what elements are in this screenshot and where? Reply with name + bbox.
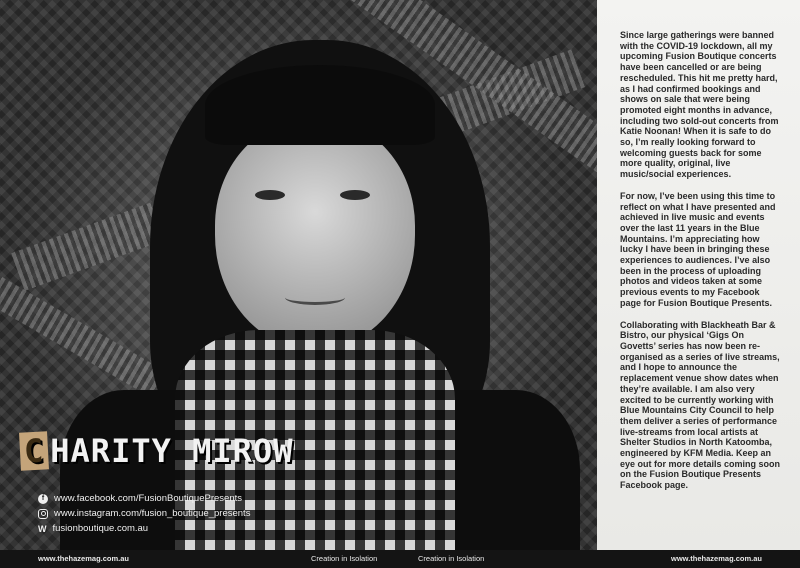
name-initial: C: [19, 431, 49, 470]
article-paragraph: For now, I’ve been using this time to reflect on what I have presented and achieved in live music and events over the last 11 years in the Blue Mountains. I’m appreciating how lucky I have been in bringing these experiences to audiences. I’ve also been in the process of uploading photos and videos taken at some previous events to my Facebook page for Fusion Boutique Presents.: [620, 190, 776, 308]
feature-name: [20, 432, 293, 470]
mouth: [285, 290, 345, 305]
footer-section-left: Creation in Isolation: [311, 554, 378, 563]
name-rest: HARITY MIROW: [50, 432, 294, 470]
page-footer: [0, 550, 800, 568]
face: [215, 120, 415, 350]
footer-section-right: Creation in Isolation: [418, 554, 485, 563]
eye: [255, 190, 285, 200]
fringe: [205, 65, 435, 145]
instagram-icon: [38, 509, 48, 519]
eye: [340, 190, 370, 200]
website-link[interactable]: [38, 522, 250, 535]
facebook-link[interactable]: [38, 492, 250, 505]
website-icon: W: [38, 523, 47, 534]
facebook-url: www.facebook.com/FusionBoutiquePresents: [54, 493, 242, 504]
article-paragraph: Since large gatherings were banned with the COVID-19 lockdown, all my upcoming Fusion Boutique concerts have been cancelled or are being rescheduled. This hit me pretty hard, as I had confirmed bookings and shows on sale that were being promoted eight months in advance, including two sold-out concerts from Katie Noonan! When it is safe to do so, I’m really looking forward to welcoming guests back for some more quality, original, live music/social experiences.: [620, 30, 779, 180]
footer-url-left[interactable]: www.thehazemag.com.au: [38, 554, 129, 563]
facebook-icon: f: [38, 494, 48, 504]
article-body: [620, 30, 782, 502]
instagram-link[interactable]: [38, 507, 250, 520]
article-paragraph: Collaborating with Blackheath Bar & Bistro, our physical ‘Gigs On Govetts’ series has now been re-organised as a series of live streams, and I hope to announce the replacement venue show dates when they’re available. I am also very excited to be currently working with Blue Mountains City Council to help them deliver a series of performance live-streams from local artists at Shelter Studios in North Katoomba, engineered by KFM Media. Keep an eye out for more details coming soon on the Fusion Boutique Presents Facebook page.: [620, 319, 781, 491]
footer-url-right[interactable]: www.thehazemag.com.au: [671, 554, 762, 563]
article-column: [597, 0, 800, 550]
instagram-url: www.instagram.com/fusion_boutique_presents: [54, 508, 251, 519]
social-links: [38, 492, 250, 537]
website-url: fusionboutique.com.au: [52, 523, 149, 534]
